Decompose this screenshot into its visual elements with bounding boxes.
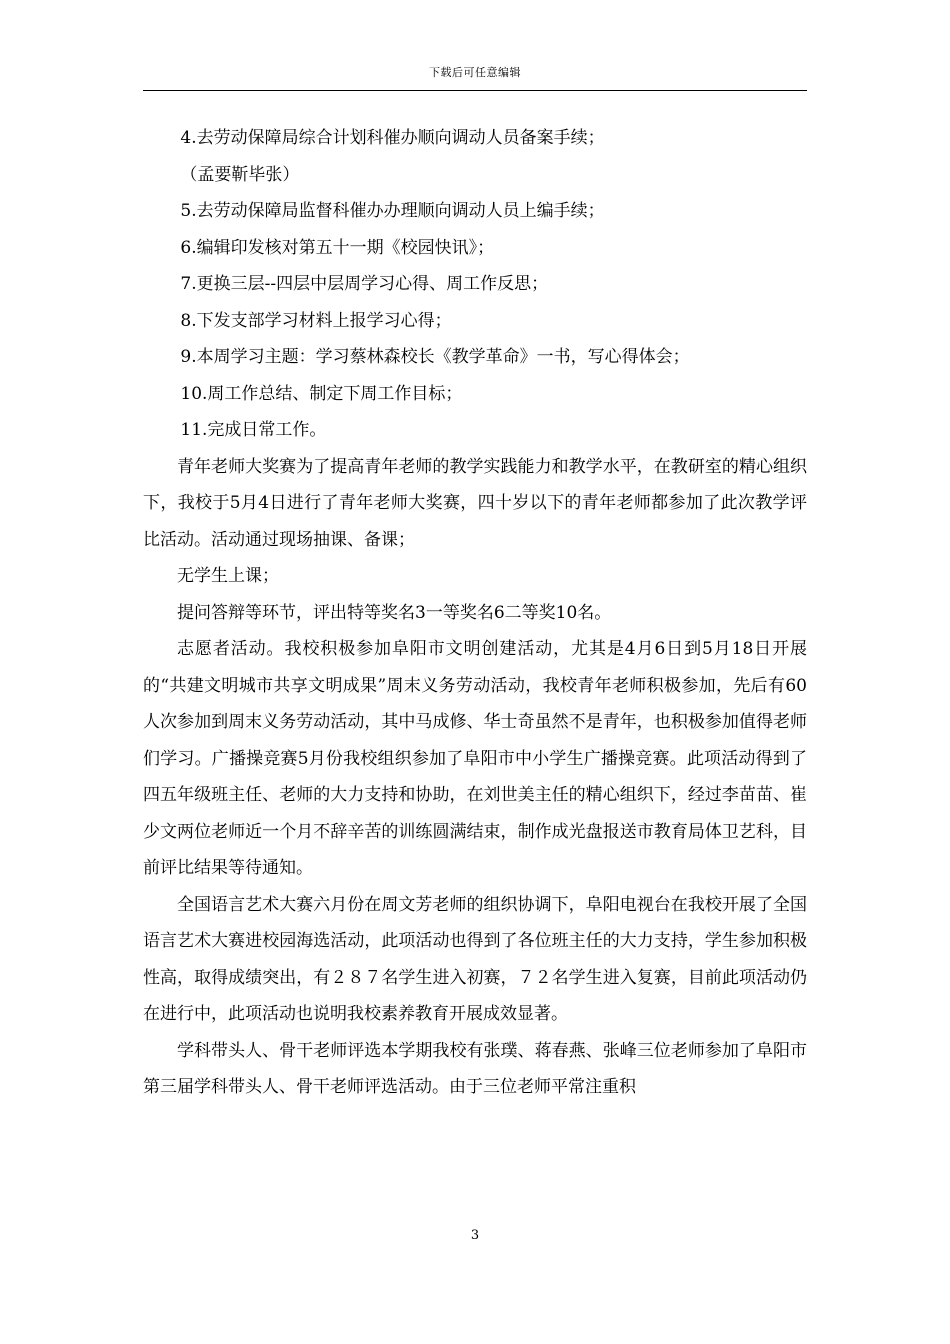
list-item: 9.本周学习主题：学习蔡林森校长《教学革命》一书，写心得体会； [180,347,690,367]
list-item: 6.编辑印发核对第五十一期《校园快讯》； [180,237,495,258]
header-divider [143,90,807,91]
paragraph-awards: 提问答辩等环节，评出特等奖名3一等奖名6二等奖10名。 [177,602,612,623]
paragraph-teacher-selection: 学科带头人、骨干老师评选本学期我校有张璞、蒋春燕、张峰三位老师参加了阜阳市第三届学科带头人、骨干老师评选活动。由于三位老师平常注重积 [143,1040,807,1097]
list-item: 7.更换三层--四层中层周学习心得、周工作反思； [180,274,549,294]
list-item: 4.去劳动保障局综合计划科催办顺向调动人员备案手续； [180,128,605,148]
list-item: 10.周工作总结、制定下周工作目标； [180,383,463,404]
paragraph-no-students: 无学生上课； [177,566,279,586]
list-item: 8.下发支部学习材料上报学习心得； [180,310,452,331]
page-number: 3 [470,1228,480,1243]
paragraph-language-contest: 全国语言艺术大赛六月份在周文芳老师的组织协调下，阜阳电视台在我校开展了全国语言艺术大赛进校园海选活动，此项活动也得到了各位班主任的大力支持，学生参加积极性高，取得成绩突出，有２８７名学生进入初赛，７２名学生进入复赛，目前此项活动仍在进行中，此项活动也说明我校素养教育开展成效显著。 [143,894,807,1024]
document-body [143,120,807,1106]
list-item: （孟要靳毕张） [180,164,300,185]
page-header: 下载后可任意编辑 [429,66,521,79]
list-item: 5.去劳动保障局监督科催办办理顺向调动人员上编手续； [180,201,605,221]
paragraph-volunteer: 志愿者活动。我校积极参加阜阳市文明创建活动，尤其是4月6日到5月18日开展的“共建文明城市共享文明成果”周末义务劳动活动，我校青年老师积极参加，先后有60人次参加到周末义务劳动活动，其中马成修、华士奇虽然不是青年，也积极参加值得老师们学习。广播操竞赛5月份我校组织参加了阜阳市中小学生广播操竞赛。此项活动得到了四五年级班主任、老师的大力支持和协助，在刘世美主任的精心组织下，经过李苗苗、崔少文两位老师近一个月不辞辛苦的训练圆满结束，制作成光盘报送市教育局体卫艺科，目前评比结果等待通知。 [143,639,807,878]
paragraph-teacher-contest: 青年老师大奖赛为了提高青年老师的教学实践能力和教学水平，在教研室的精心组织下，我校于5月4日进行了青年老师大奖赛，四十岁以下的青年老师都参加了此次教学评比活动。活动通过现场抽课、备课； [143,456,807,550]
list-item: 11.完成日常工作。 [180,420,327,440]
